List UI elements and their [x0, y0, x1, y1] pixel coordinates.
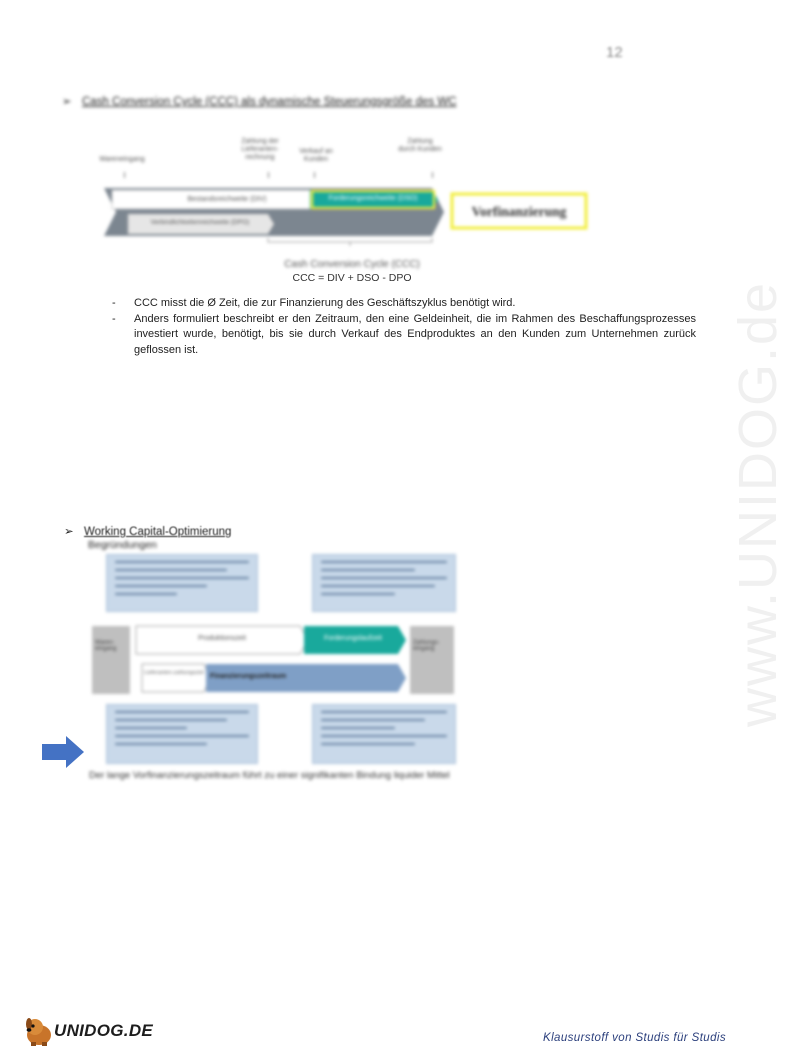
bullet-arrow-icon: ➢ [62, 96, 72, 108]
page-number: 12 [606, 44, 623, 61]
big-blue-arrow-icon [42, 736, 86, 768]
payment-receipt-box: Zahlungs-eingang [410, 626, 454, 694]
prefinancing-label: Vorfinanzierung [471, 204, 567, 219]
callout-bottom-right [312, 704, 456, 764]
ccc-heading-text: Cash Conversion Cycle (CCC) als dynamische Steuerungsgröße des WC [82, 96, 457, 108]
production-label: Produktionszeit [198, 635, 246, 642]
dog-mascot-icon [22, 1014, 56, 1048]
div-label: Bestandsreichweite (DIV) [187, 196, 267, 203]
ccc-formula: CCC = DIV + DSO - DPO [292, 272, 412, 284]
wc-heading [64, 524, 231, 538]
supplier-terms-arrow [142, 664, 210, 692]
receivables-label: Forderungslaufzeit [324, 635, 382, 642]
watermark: www.UNIDOG.de [728, 280, 788, 727]
financing-label: Finanzierungszeitraum [210, 673, 287, 680]
milestone-supplier-payment: Zahlung der Lieferanten-rechnung [241, 138, 279, 161]
goods-receipt-box: Waren-eingang [92, 626, 130, 694]
ccc-diagram [92, 132, 602, 284]
bullet-text-2: Anders formuliert beschreibt er den Zeitraum, den eine Geldeinheit, die im Rahmen des Beschaffungsprozesses investiert wurde, benötigt, bis sie durch Verkauf des Endproduktes an den Kunden zum Unternehmen zurück geflossen ist. [134, 312, 696, 356]
wc-subheading: Begründungen [88, 539, 157, 551]
bullet-text-1: CCC misst die Ø Zeit, die zur Finanzierung des Geschäftszyklus benötigt wird. [134, 297, 516, 309]
footer-tagline: Klausurstoff von Studis für Studis [543, 1032, 726, 1044]
unidog-logo [22, 1014, 153, 1048]
milestone-goods-receipt: Wareneingang [99, 156, 145, 163]
dso-label: Forderungsreichweite (DSO) [328, 195, 418, 202]
wc-heading-text: Working Capital-Optimierung [84, 526, 232, 538]
callout-bottom-left [106, 704, 258, 764]
bullet-item: - CCC misst die Ø Zeit, die zur Finanzierung des Geschäftszyklus benötigt wird. [112, 297, 516, 309]
dpo-label: Verbindlichkeitenreichweite (DPO) [150, 219, 250, 226]
supplier-terms-label: Lieferanten-zahlungsziel [144, 670, 204, 676]
milestone-customer-payment: Zahlung durch Kunden [398, 138, 442, 153]
wc-caption: Der lange Vorfinanzierungszeitraum führt zu einer signifikanten Bindung liquider Mittel [89, 770, 450, 781]
ccc-heading [62, 94, 457, 108]
bullet-item: - Anders formuliert beschreibt er den Zeitraum, den eine Geldeinheit, die im Rahmen des Beschaffungsprozesses investiert wurde, benötigt, bis sie durch Verkauf des Endproduktes an den Kunden zum Unternehmen zurück geflossen ist. [112, 312, 696, 356]
milestone-sale: Verkauf an Kunden [299, 148, 333, 163]
logo-text: UNIDOG.DE [54, 1021, 154, 1040]
ccc-bullets [112, 296, 696, 358]
wc-diagram [92, 552, 460, 768]
ccc-cycle-title: Cash Conversion Cycle (CCC) [284, 259, 420, 270]
bullet-arrow-icon: ➢ [64, 526, 74, 538]
